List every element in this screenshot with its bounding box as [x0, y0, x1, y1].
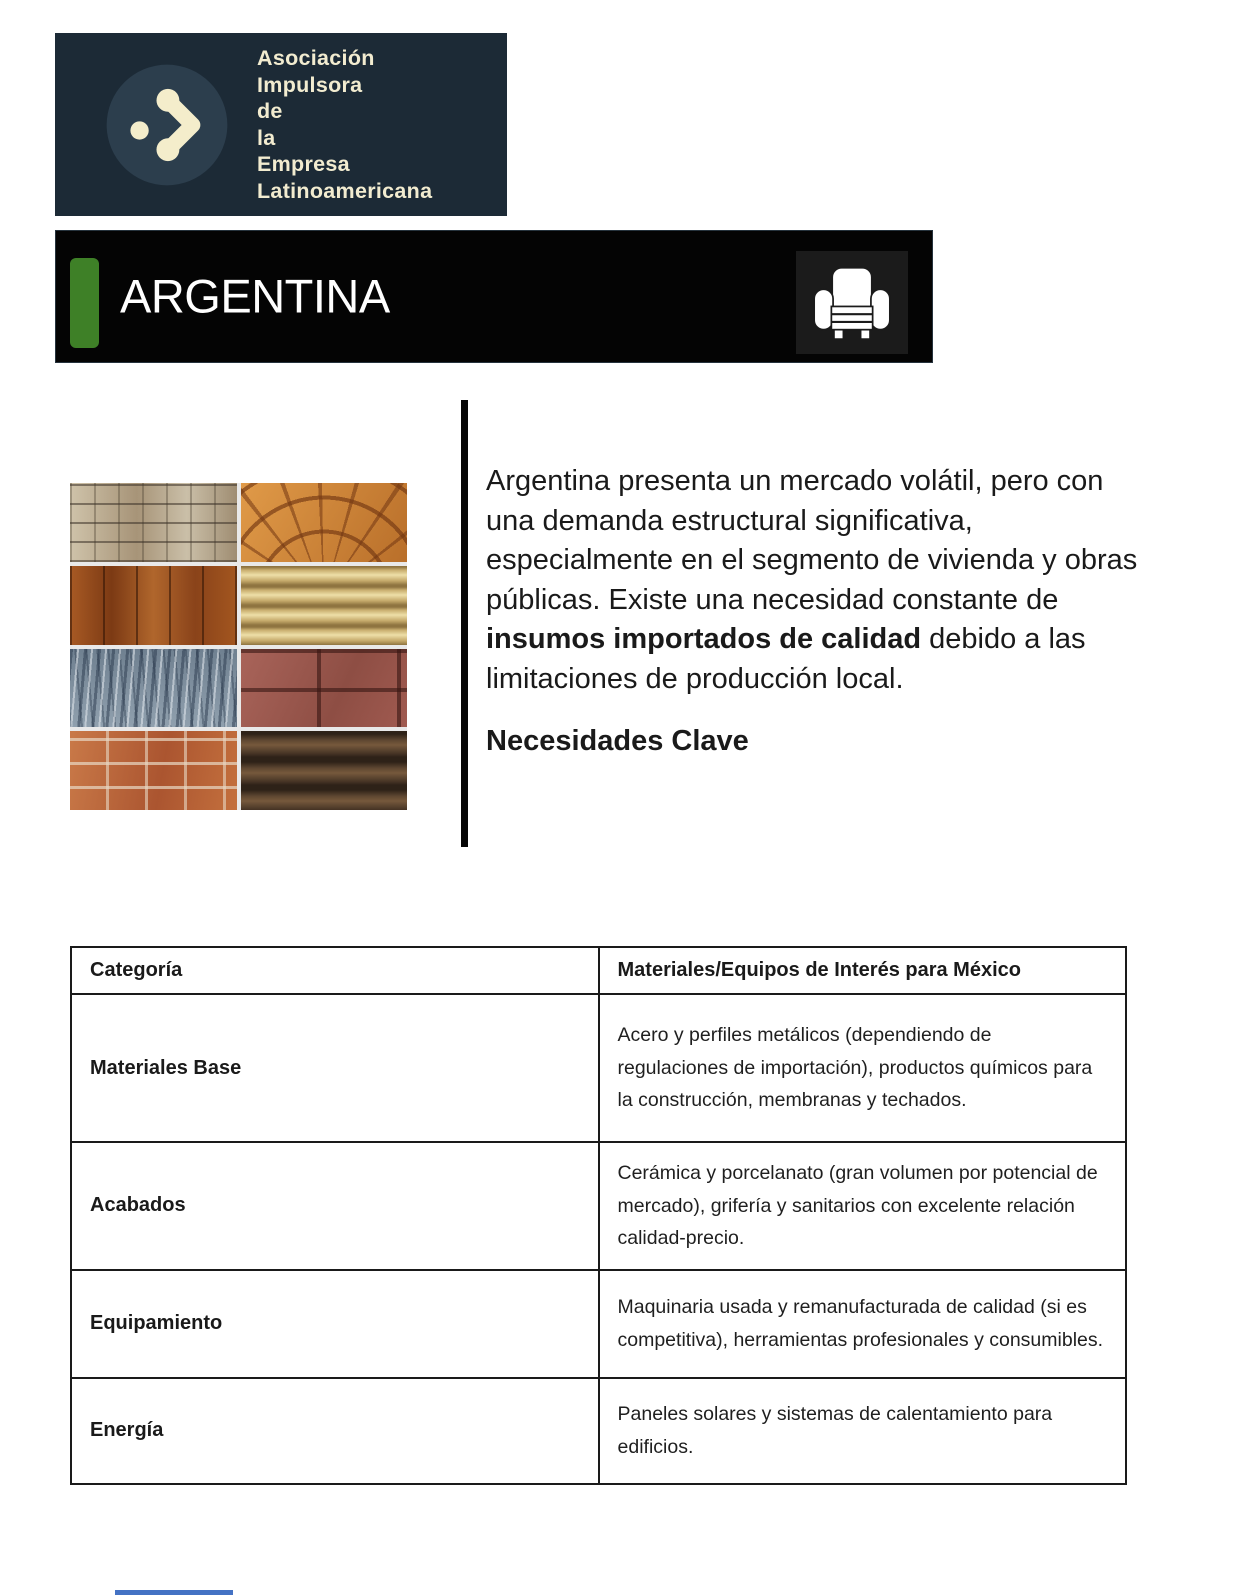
details-cell: Acero y perfiles metálicos (dependiendo de regulaciones de importación), productos químicos para la construcción, membranas y techados.: [599, 994, 1127, 1142]
key-needs-table: [70, 946, 1127, 1485]
category-cell: Energía: [71, 1378, 599, 1484]
details-cell: Paneles solares y sistemas de calentamiento para edificios.: [599, 1378, 1127, 1484]
org-name: [257, 45, 432, 204]
table-row: [71, 1378, 1126, 1484]
footer-accent-stripe: [115, 1590, 233, 1595]
texture-granite-image: [70, 649, 237, 728]
table-row: [71, 1270, 1126, 1378]
materials-photo-collage: [70, 483, 407, 810]
category-cell: Materiales Base: [71, 994, 599, 1142]
intro-paragraph-bold: insumos importados de calidad: [486, 623, 922, 655]
org-name-line: Latinoamericana: [257, 178, 433, 203]
texture-bricks-image: [70, 731, 237, 810]
armchair-icon: [796, 251, 908, 354]
intro-paragraph-part1: Argentina presenta un mercado volátil, pero con una demanda estructural significativa, especialmente en el segmento de vivienda y obras públicas. Existe una necesidad constante de: [486, 465, 1138, 616]
details-cell: Cerámica y porcelanato (gran volumen por potencial de mercado), grifería y sanitarios con excelente relación calidad-precio.: [599, 1142, 1127, 1270]
category-cell: Acabados: [71, 1142, 599, 1270]
network-nodes-icon: [103, 61, 231, 189]
page-title: ARGENTINA: [120, 268, 390, 322]
green-accent-bar: [70, 258, 99, 348]
texture-stone-pavers-image: [241, 483, 408, 562]
table-header-row: [71, 947, 1126, 994]
texture-bamboo-image: [241, 566, 408, 645]
texture-red-stone-tiles-image: [241, 649, 408, 728]
intro-paragraph-part2: debido a las limitaciones de producción local.: [486, 623, 1086, 695]
texture-wood-shingles-image: [70, 483, 237, 562]
vertical-divider: [461, 400, 468, 847]
key-needs-heading: Necesidades Clave: [486, 725, 749, 757]
intro-text-column: [486, 462, 1140, 758]
column-header-category: Categoría: [71, 947, 599, 994]
org-name-line: Asociación: [257, 46, 375, 70]
country-banner: [55, 230, 933, 363]
org-name-line: la: [257, 125, 276, 150]
org-name-line: Empresa: [257, 152, 350, 176]
column-header-materials: Materiales/Equipos de Interés para México: [599, 947, 1127, 994]
table-row: [71, 994, 1126, 1142]
intro-paragraph: [486, 462, 1140, 699]
category-cell: Equipamiento: [71, 1270, 599, 1378]
texture-wood-planks-image: [70, 566, 237, 645]
org-name-line: Impulsora: [257, 72, 363, 97]
details-cell: Maquinaria usada y remanufacturada de calidad (si es competitiva), herramientas profesionales y consumibles.: [599, 1270, 1127, 1378]
org-logo-block: [55, 33, 507, 216]
org-name-line: de: [257, 99, 283, 123]
texture-logs-image: [241, 731, 408, 810]
table-row: [71, 1142, 1126, 1270]
